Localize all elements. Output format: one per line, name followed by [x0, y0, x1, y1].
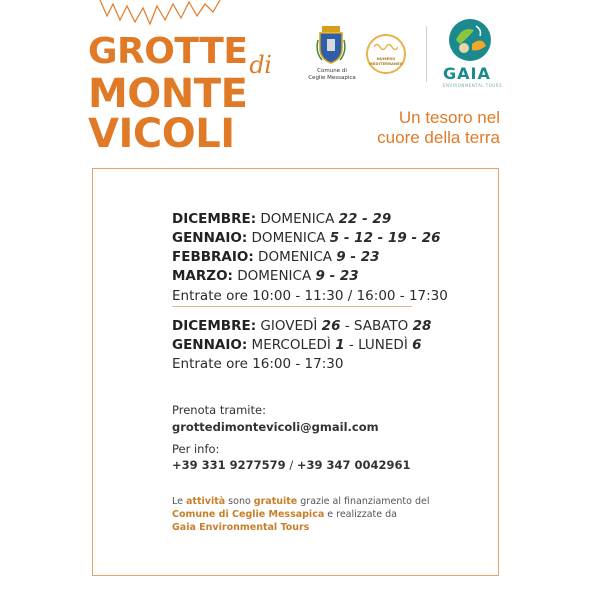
tagline-line1: Un tesoro nel [398, 108, 500, 127]
day-label: DOMENICA [232, 268, 316, 284]
schedule-row [172, 318, 431, 334]
badge-text: NUMERO MEDITERRANEO [369, 56, 403, 66]
hours-text: Entrate ore 16:00 - 17:30 [172, 356, 344, 372]
schedule-row [172, 268, 359, 284]
day-label: MERCOLEDÌ [247, 337, 336, 353]
day-label: - SABATO [340, 318, 413, 334]
dates: 22 - 29 [338, 211, 392, 227]
title-line1: GROTTE [88, 31, 248, 72]
month-label: GENNAIO: [172, 337, 248, 353]
schedule-row [172, 337, 422, 353]
footer-highlight: gratuite [253, 496, 298, 507]
booking-label: Prenota tramite: [172, 403, 266, 417]
phone-separator: / [285, 458, 297, 472]
phone-1-link[interactable]: +39 331 9277579 [172, 458, 286, 472]
badge-wave-icon [374, 42, 398, 51]
mediterraneo-badge [366, 34, 406, 74]
dates: 9 - 23 [315, 268, 359, 284]
schedule-row [172, 211, 391, 227]
month-label: GENNAIO: [172, 230, 248, 246]
tagline-line2: cuore della terra [377, 128, 500, 147]
day-label: DOMENICA [247, 230, 330, 246]
title-line2: MONTE [88, 71, 248, 117]
booking-email-link[interactable]: grottedimontevicoli@gmail.com [172, 420, 379, 434]
comune-caption-text: Comune di Ceglie Messapica [308, 68, 356, 81]
day-label: DOMENICA [256, 211, 339, 227]
footer-text: grazie al finanziamento del [297, 496, 430, 507]
logo-separator [426, 26, 427, 82]
dates: 5 - 12 - 19 - 26 [329, 230, 441, 246]
schedule-row [172, 249, 379, 265]
dates: 6 [412, 337, 422, 353]
phone-numbers [172, 458, 411, 472]
info-label: Per info: [172, 442, 220, 456]
phone-2-link[interactable]: +39 347 0042961 [296, 458, 411, 472]
funding-note [172, 495, 452, 534]
footer-highlight: attività [186, 496, 226, 507]
dates: 1 [335, 337, 345, 353]
gaia-wordmark: GAIA [443, 64, 491, 83]
month-label: DICEMBRE: [172, 211, 257, 227]
hours-text: Entrate ore 10:00 - 11:30 / 16:00 - 17:30 [172, 288, 448, 304]
footer-text: e realizzate da [324, 509, 397, 520]
month-label: MARZO: [172, 268, 233, 284]
tagline [340, 108, 500, 148]
decorative-cave-line [95, 0, 225, 26]
schedule-divider [172, 306, 412, 307]
footer-text: Le [172, 496, 186, 507]
month-label: FEBBRAIO: [172, 249, 254, 265]
comune-caption [300, 68, 364, 82]
day-label: GIOVEDÌ [256, 318, 322, 334]
dates: 28 [412, 318, 432, 334]
day-label: - LUNEDÌ [344, 337, 413, 353]
footer-text: sono [225, 496, 254, 507]
schedule-row [172, 230, 441, 246]
title-line3: VICOLI [88, 111, 235, 157]
gaia-subtitle: ENVIRONMENTAL TOURS [443, 83, 503, 88]
footer-highlight: Gaia Environmental Tours [172, 522, 310, 533]
dates: 26 [321, 318, 341, 334]
month-label: DICEMBRE: [172, 318, 257, 334]
comune-coat-of-arms-icon [316, 26, 346, 64]
day-label: DOMENICA [253, 249, 337, 265]
footer-highlight: Comune di Ceglie Messapica [172, 509, 325, 520]
event-title [88, 31, 272, 157]
gaia-logo-icon [446, 18, 494, 62]
dates: 9 - 23 [336, 249, 380, 265]
title-di: di [249, 51, 272, 79]
